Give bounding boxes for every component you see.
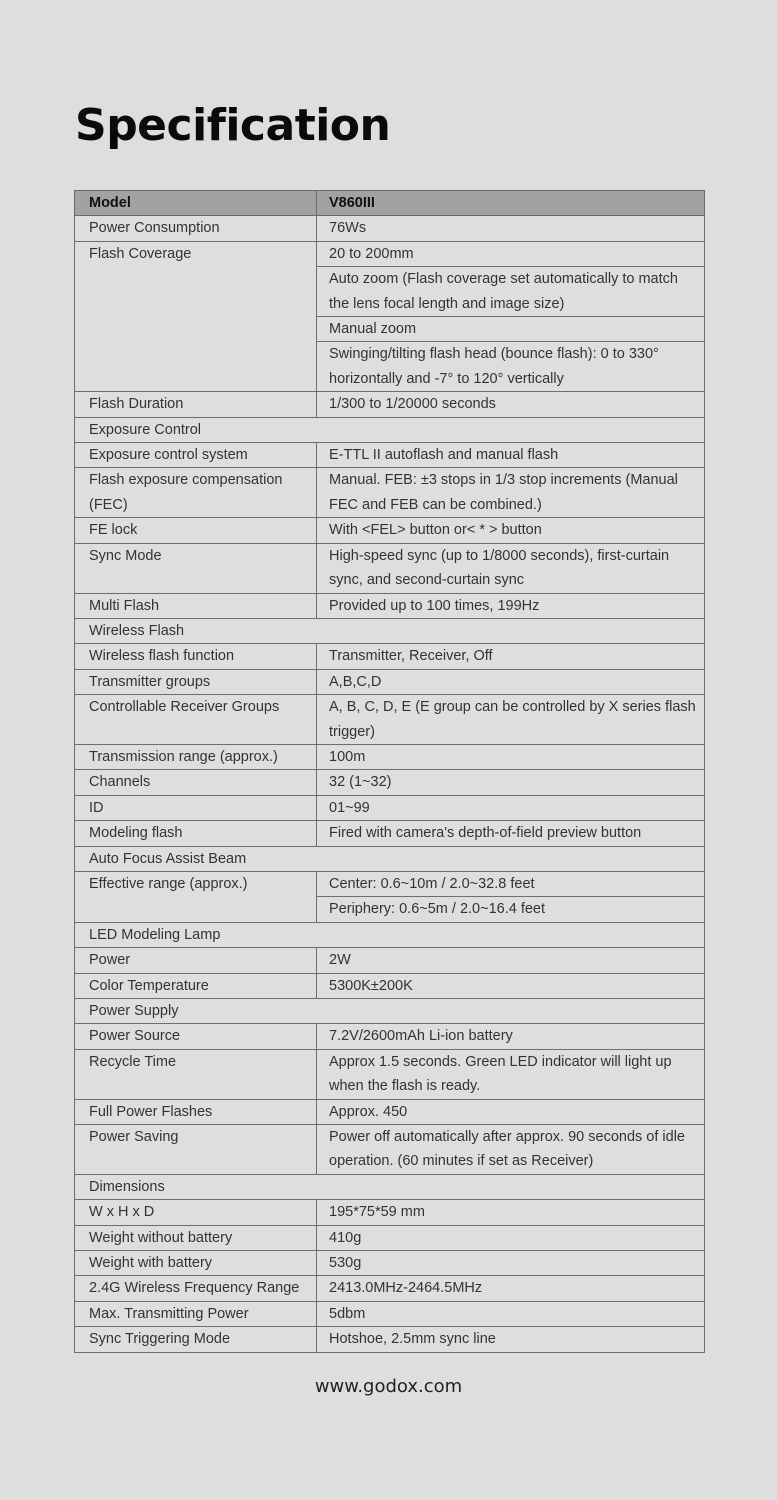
- table-row: [75, 644, 705, 669]
- table-row: [75, 392, 705, 417]
- table-row: [75, 1251, 705, 1276]
- table-row: [75, 216, 705, 241]
- spec-label: Sync Mode: [75, 543, 317, 593]
- table-row: [75, 695, 705, 745]
- table-row: [75, 821, 705, 846]
- table-row: [75, 1301, 705, 1326]
- table-row: [75, 543, 705, 593]
- spec-label: Full Power Flashes: [75, 1099, 317, 1124]
- spec-value: Swinging/tilting flash head (bounce flash): 0 to 330° horizontally and -7° to 120° vertically: [317, 342, 705, 392]
- spec-value: 01~99: [317, 795, 705, 820]
- spec-value: 2W: [317, 948, 705, 973]
- spec-value: Hotshoe, 2.5mm sync line: [317, 1327, 705, 1352]
- spec-label: W x H x D: [75, 1200, 317, 1225]
- spec-value: 2413.0MHz-2464.5MHz: [317, 1276, 705, 1301]
- spec-label: ID: [75, 795, 317, 820]
- spec-label: Multi Flash: [75, 593, 317, 618]
- spec-label: Channels: [75, 770, 317, 795]
- spec-value: Center: 0.6~10m / 2.0~32.8 feet: [317, 871, 705, 896]
- table-row: [75, 1125, 705, 1175]
- table-row: [75, 744, 705, 769]
- spec-value: Power off automatically after approx. 90 seconds of idle operation. (60 minutes if set as Receiver): [317, 1125, 705, 1175]
- spec-value: 7.2V/2600mAh Li-ion battery: [317, 1024, 705, 1049]
- table-row: [75, 1200, 705, 1225]
- table-row: [75, 518, 705, 543]
- spec-value: 5300K±200K: [317, 973, 705, 998]
- table-row: [75, 871, 705, 896]
- spec-label: FE lock: [75, 518, 317, 543]
- spec-label: Transmitter groups: [75, 669, 317, 694]
- spec-label: Power Consumption: [75, 216, 317, 241]
- spec-label: Flash Duration: [75, 392, 317, 417]
- spec-label: 2.4G Wireless Frequency Range: [75, 1276, 317, 1301]
- table-row: [75, 1049, 705, 1099]
- spec-label: Power: [75, 948, 317, 973]
- section-row: [75, 1174, 705, 1199]
- spec-label: Recycle Time: [75, 1049, 317, 1099]
- website-url: www.godox.com: [314, 1376, 463, 1397]
- section-title: LED Modeling Lamp: [75, 922, 705, 947]
- spec-value: 100m: [317, 744, 705, 769]
- spec-value: 410g: [317, 1225, 705, 1250]
- section-row: [75, 846, 705, 871]
- spec-value: A,B,C,D: [317, 669, 705, 694]
- spec-label: Weight with battery: [75, 1251, 317, 1276]
- spec-value: 32 (1~32): [317, 770, 705, 795]
- section-row: [75, 417, 705, 442]
- section-title: Exposure Control: [75, 417, 705, 442]
- table-row: [75, 948, 705, 973]
- table-row: [75, 241, 705, 266]
- spec-value: Transmitter, Receiver, Off: [317, 644, 705, 669]
- spec-value: 5dbm: [317, 1301, 705, 1326]
- table-row: [75, 1276, 705, 1301]
- spec-value: 1/300 to 1/20000 seconds: [317, 392, 705, 417]
- spec-value: 76Ws: [317, 216, 705, 241]
- spec-label: Flash exposure compensation (FEC): [75, 468, 317, 518]
- table-row: [75, 468, 705, 518]
- spec-value: Periphery: 0.6~5m / 2.0~16.4 feet: [317, 897, 705, 922]
- table-row: [75, 1099, 705, 1124]
- spec-label: Flash Coverage: [75, 241, 317, 391]
- spec-label: Max. Transmitting Power: [75, 1301, 317, 1326]
- section-row: [75, 618, 705, 643]
- table-row: [75, 795, 705, 820]
- spec-label: Effective range (approx.): [75, 871, 317, 922]
- header-model-value: V860III: [317, 191, 705, 216]
- spec-value: Approx 1.5 seconds. Green LED indicator will light up when the flash is ready.: [317, 1049, 705, 1099]
- spec-value: A, B, C, D, E (E group can be controlled by X series flash trigger): [317, 695, 705, 745]
- spec-table: [74, 190, 705, 1353]
- spec-value: High-speed sync (up to 1/8000 seconds), first-curtain sync, and second-curtain sync: [317, 543, 705, 593]
- spec-value: 20 to 200mm: [317, 241, 705, 266]
- spec-value: 195*75*59 mm: [317, 1200, 705, 1225]
- spec-label: Exposure control system: [75, 443, 317, 468]
- section-row: [75, 922, 705, 947]
- spec-label: Power Saving: [75, 1125, 317, 1175]
- table-row: [75, 770, 705, 795]
- spec-value: Manual. FEB: ±3 stops in 1/3 stop increments (Manual FEC and FEB can be combined.): [317, 468, 705, 518]
- spec-label: Power Source: [75, 1024, 317, 1049]
- spec-label: Wireless flash function: [75, 644, 317, 669]
- table-row: [75, 1024, 705, 1049]
- spec-label: Controllable Receiver Groups: [75, 695, 317, 745]
- table-row: [75, 1327, 705, 1352]
- spec-value: Auto zoom (Flash coverage set automatically to match the lens focal length and image size): [317, 267, 705, 317]
- table-row: [75, 973, 705, 998]
- spec-table-body: [75, 216, 705, 1352]
- table-row: [75, 593, 705, 618]
- spec-value: Manual zoom: [317, 317, 705, 342]
- spec-label: Transmission range (approx.): [75, 744, 317, 769]
- header-label: Model: [75, 191, 317, 216]
- section-title: Power Supply: [75, 999, 705, 1024]
- table-row: [75, 443, 705, 468]
- spec-label: Color Temperature: [75, 973, 317, 998]
- spec-value: E-TTL II autoflash and manual flash: [317, 443, 705, 468]
- table-row: [75, 669, 705, 694]
- spec-value: With <FEL> button or< * > button: [317, 518, 705, 543]
- section-title: Wireless Flash: [75, 618, 705, 643]
- spec-value: Approx. 450: [317, 1099, 705, 1124]
- spec-label: Sync Triggering Mode: [75, 1327, 317, 1352]
- table-row: [75, 1225, 705, 1250]
- section-title: Auto Focus Assist Beam: [75, 846, 705, 871]
- spec-value: 530g: [317, 1251, 705, 1276]
- section-row: [75, 999, 705, 1024]
- page-title: Specification: [75, 100, 391, 151]
- section-title: Dimensions: [75, 1174, 705, 1199]
- spec-value: Fired with camera's depth-of-field preview button: [317, 821, 705, 846]
- spec-value: Provided up to 100 times, 199Hz: [317, 593, 705, 618]
- spec-label: Weight without battery: [75, 1225, 317, 1250]
- spec-label: Modeling flash: [75, 821, 317, 846]
- table-header-row: [75, 191, 705, 216]
